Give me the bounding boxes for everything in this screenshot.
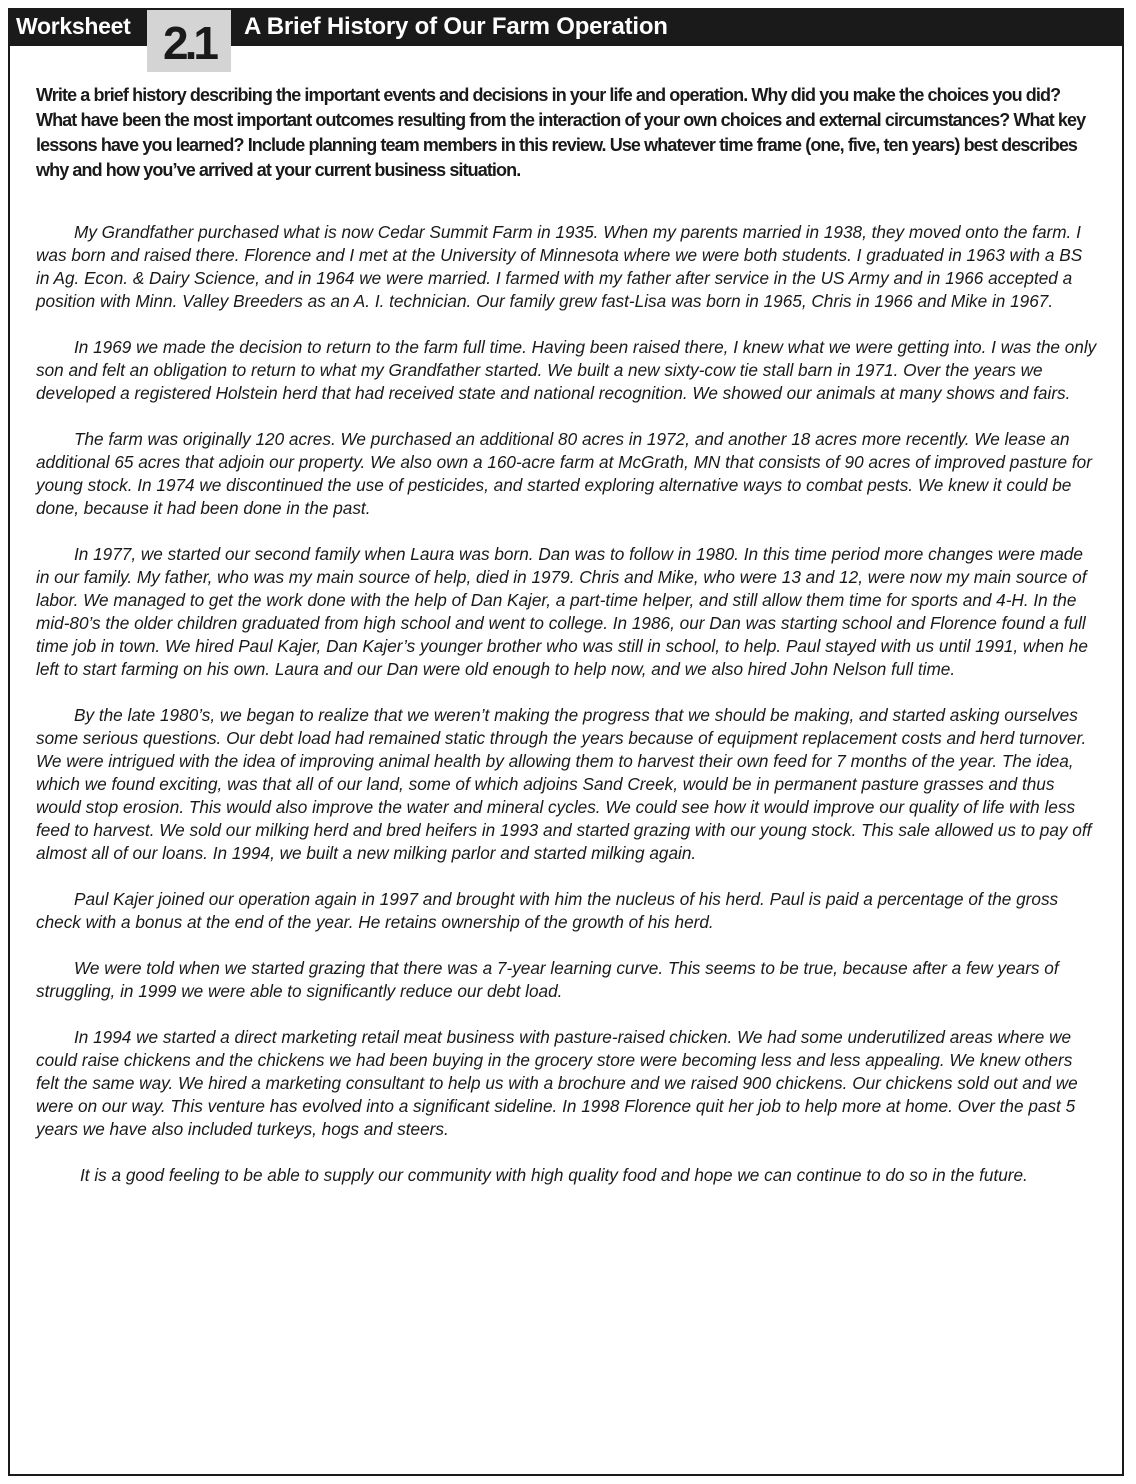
worksheet-label: Worksheet — [16, 13, 131, 39]
farm-history-narrative — [36, 221, 1098, 1210]
worksheet-title: A Brief History of Our Farm Operation — [244, 13, 668, 40]
history-paragraph: The farm was originally 120 acres. We purchased an additional 80 acres in 1972, and another 18 acres more recently. We lease an additional 65 acres that adjoin our property. We also own a 160-acre farm at McGrath, MN that consists of 90 acres of improved pasture for young stock. In 1974 we discontinued the use of pesticides, and started exploring alternative ways to combat pests. We knew it could be done, because it had been done in the past. — [36, 429, 1092, 518]
history-paragraph: By the late 1980’s, we began to realize that we weren’t making the progress that we should be making, and started asking ourselves some serious questions. Our debt load had remained static through the years because of equipment replacement costs and herd turnover. We were intrigued with the idea of improving animal health by allowing them to harvest their own feed for 7 months of the year. The idea, which we found exciting, was that all of our land, some of which adjoins Sand Creek, would be in permanent pasture grasses and thus would stop erosion. This would also improve the water and mineral cycles. We could see how it would improve our quality of life with less feed to harvest. We sold our milking herd and bred heifers in 1993 and started grazing with our young stock. This sale allowed us to pay off almost all of our loans. In 1994, we built a new milking parlor and started milking again. — [36, 705, 1092, 863]
history-paragraph: In 1977, we started our second family when Laura was born. Dan was to follow in 1980. In this time period more changes were made in our family. My father, who was my main source of help, died in 1979. Chris and Mike, who were 13 and 12, were now my main source of labor. We managed to get the work done with the help of Dan Kajer, a part-time helper, and still allow them time for sports and 4-H. In the mid-80’s the older children graduated from high school and went to college. In 1986, our Dan was starting school and Florence found a full time job in town. We hired Paul Kajer, Dan Kajer’s younger brother who was still in school, to help. Paul stayed with us until 1991, when he left to start farming on his own. Laura and our Dan were old enough to help now, and we also hired John Nelson full time. — [36, 544, 1088, 679]
history-paragraph: Paul Kajer joined our operation again in 1997 and brought with him the nucleus of his herd. Paul is paid a percentage of the gross check with a bonus at the end of the year. He retains ownership of the growth of his herd. — [36, 889, 1059, 932]
header-bar — [10, 10, 1122, 69]
history-paragraph: My Grandfather purchased what is now Cedar Summit Farm in 1935. When my parents married in 1938, they moved onto the farm. I was born and raised there. Florence and I met at the University of Minnesota where we were both students. I graduated in 1963 with a BS in Ag. Econ. & Dairy Science, and in 1964 we were married. I farmed with my father after service in the US Army and in 1966 accepted a position with Minn. Valley Breeders as an A. I. technician. Our family grew fast-Lisa was born in 1965, Chris in 1966 and Mike in 1967. — [36, 222, 1083, 311]
history-paragraph: In 1969 we made the decision to return to the farm full time. Having been raised there, I knew what we were getting into. I was the only son and felt an obligation to return to what my Grandfather started. We built a new sixty-cow tie stall barn in 1971. Over the years we developed a registered Holstein herd that had received state and national recognition. We showed our animals at many shows and fairs. — [36, 337, 1097, 403]
history-paragraph: It is a good feeling to be able to supply our community with high quality food and hope we can continue to do so in the future. — [80, 1165, 1028, 1185]
instructions-prompt: Write a brief history describing the important events and decisions in your life and operation. Why did you make the choices you did? What have been the most important outcomes resulting from the interaction of your own choices and external circumstances? What key lessons have you learned? Include planning team members in this review. Use whatever time frame (one, five, ten years) best describes why and how you’ve arrived at your current business situation. — [36, 85, 1086, 180]
history-paragraph: We were told when we started grazing that there was a 7-year learning curve. This seems to be true, because after a few years of struggling, in 1999 we were able to significantly reduce our debt load. — [36, 958, 1059, 1001]
worksheet-page — [8, 8, 1124, 1476]
worksheet-number: 2.1 — [147, 10, 231, 72]
history-paragraph: In 1994 we started a direct marketing retail meat business with pasture-raised chicken. We had some underutilized areas where we could raise chickens and the chickens we had been buying in the grocery store were becoming less and less appealing. We knew others felt the same way. We hired a marketing consultant to help us with a brochure and we raised 900 chickens. Our chickens sold out and we were on our way. This venture has evolved into a significant sideline. In 1998 Florence quit her job to help more at home. Over the past 5 years we have also included turkeys, hogs and steers. — [36, 1027, 1078, 1139]
